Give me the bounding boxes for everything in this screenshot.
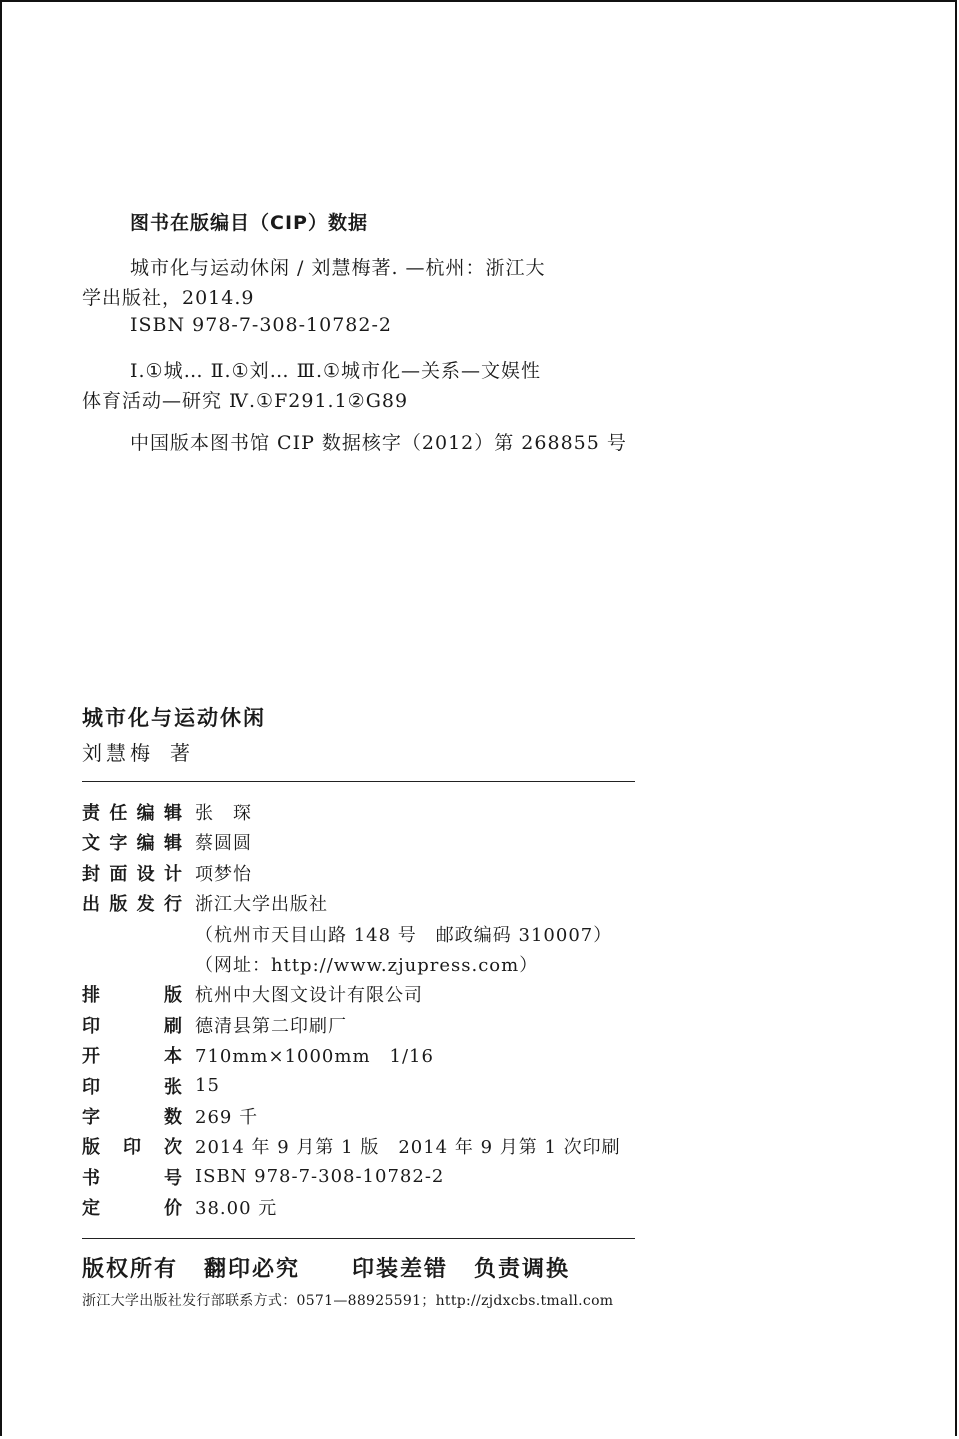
imprint-row: [82, 1071, 220, 1101]
page-border-left: [0, 0, 2, 1436]
imprint-label-char: 设: [136, 863, 155, 885]
book-title: 城市化与运动休闲: [82, 706, 266, 730]
imprint-row: [82, 1162, 444, 1192]
imprint-label: [82, 1073, 182, 1099]
imprint-label-char: 书: [82, 1167, 100, 1189]
author-role: 著: [170, 741, 194, 765]
imprint-label-char: 发: [136, 894, 155, 916]
imprint-label-char: 印: [82, 1076, 100, 1098]
cip-isbn: ISBN 978-7-308-10782-2: [130, 314, 392, 336]
publisher-contact: 浙江大学出版社发行部联系方式：0571—88925591；http://zjdxcbs.tmall.com: [82, 1293, 614, 1309]
imprint-value: 15: [195, 1075, 220, 1097]
imprint-value: 蔡圆圆: [195, 833, 252, 855]
imprint-value: 2014 年 9 月第 1 版 2014 年 9 月第 1 次印刷: [195, 1137, 621, 1159]
imprint-row: [82, 979, 423, 1009]
copyright-notice: [82, 1252, 596, 1283]
imprint-row: [82, 827, 252, 857]
cip-heading: 图书在版编目（CIP）数据: [130, 212, 368, 234]
imprint-label-char: 排: [82, 985, 100, 1007]
imprint-value: （杭州市天目山路 148 号 邮政编码 310007）: [195, 924, 613, 946]
imprint-row: [82, 1040, 434, 1070]
imprint-value: （网址：http://www.zjupress.com）: [195, 955, 539, 976]
imprint-label-char: 计: [163, 863, 182, 885]
imprint-label: [82, 981, 182, 1007]
imprint-label: [82, 860, 182, 886]
imprint-value: 38.00 元: [195, 1198, 278, 1220]
cip-record-number: 中国版本图书馆 CIP 数据核字（2012）第 268855 号: [130, 432, 627, 454]
imprint-label: [82, 1133, 182, 1159]
imprint-label: [82, 1103, 182, 1129]
imprint-label-char: 版: [164, 985, 182, 1007]
imprint-label-char: 张: [164, 1076, 182, 1098]
imprint-label-char: 责: [82, 803, 100, 824]
imprint-label-char: 编: [136, 803, 155, 824]
imprint-row: [82, 1010, 347, 1040]
imprint-label: [82, 1194, 182, 1220]
imprint-label-char: 字: [82, 1107, 100, 1128]
imprint-row: [82, 919, 612, 949]
imprint-label-char: 次: [164, 1137, 182, 1159]
imprint-label: [82, 1042, 182, 1068]
imprint-label-char: 数: [164, 1107, 182, 1128]
page-border-right: [955, 0, 957, 1436]
imprint-label-char: 辑: [163, 833, 182, 855]
imprint-value: ISBN 978-7-308-10782-2: [195, 1166, 445, 1188]
cip-line: 体育活动—研究 Ⅳ.①F291.1②G89: [82, 390, 409, 412]
imprint-value: 269 千: [195, 1107, 259, 1128]
imprint-row: [82, 949, 538, 979]
imprint-label-char: 开: [82, 1046, 100, 1068]
imprint-row: [82, 1192, 277, 1222]
imprint-value: 张 琛: [195, 803, 252, 824]
imprint-row: [82, 888, 328, 918]
imprint-row: [82, 797, 252, 827]
cip-line: 学出版社，2014.9: [82, 287, 255, 309]
imprint-label-char: 价: [164, 1198, 182, 1220]
author-name: 刘慧梅: [82, 741, 154, 765]
page-border-top: [0, 0, 955, 2]
imprint-label: [82, 829, 182, 855]
imprint-label: [82, 799, 182, 825]
imprint-label-char: 封: [82, 863, 100, 885]
imprint-label-char: 定: [82, 1198, 100, 1220]
imprint-label: [82, 1012, 182, 1038]
imprint-row: [82, 1131, 621, 1161]
imprint-value: 710mm×1000mm 1/16: [195, 1046, 434, 1068]
cip-line: 城市化与运动休闲 / 刘慧梅著. —杭州：浙江大: [130, 257, 546, 279]
imprint-value: 杭州中大图文设计有限公司: [195, 985, 423, 1007]
imprint-label-char: 版: [82, 1137, 100, 1159]
imprint-label-char: 印: [82, 1015, 100, 1037]
imprint-row: [82, 1101, 258, 1131]
imprint-label-char: 编: [136, 833, 155, 855]
author-line: [82, 737, 194, 766]
rights-text: 负责调换: [474, 1257, 571, 1282]
imprint-label-char: 字: [109, 833, 128, 855]
cip-line: Ⅰ.①城… Ⅱ.①刘… Ⅲ.①城市化—关系—文娱性: [130, 360, 542, 382]
imprint-label-char: 行: [163, 894, 182, 916]
imprint-label-char: 号: [164, 1167, 182, 1189]
imprint-label-char: 版: [109, 894, 128, 916]
imprint-label-char: 任: [109, 803, 128, 824]
divider: [82, 1238, 635, 1239]
rights-text: 版权所有: [82, 1257, 179, 1282]
imprint-label-char: 刷: [164, 1015, 182, 1037]
imprint-label-char: 印: [123, 1137, 141, 1159]
imprint-label-char: 辑: [163, 803, 182, 824]
imprint-label-char: 文: [82, 833, 100, 855]
imprint-value: 浙江大学出版社: [195, 894, 328, 916]
rights-text: 翻印必究: [204, 1257, 301, 1282]
imprint-label: [82, 1164, 182, 1190]
imprint-value: 项梦怡: [195, 863, 252, 885]
imprint-label: [82, 890, 182, 916]
imprint-label-char: 本: [164, 1046, 182, 1068]
imprint-label-char: 出: [82, 894, 100, 916]
imprint-label-char: 面: [109, 863, 128, 885]
rights-text: 印装差错: [352, 1257, 449, 1282]
imprint-row: [82, 858, 252, 888]
divider: [82, 781, 635, 782]
imprint-value: 德清县第二印刷厂: [195, 1015, 347, 1037]
